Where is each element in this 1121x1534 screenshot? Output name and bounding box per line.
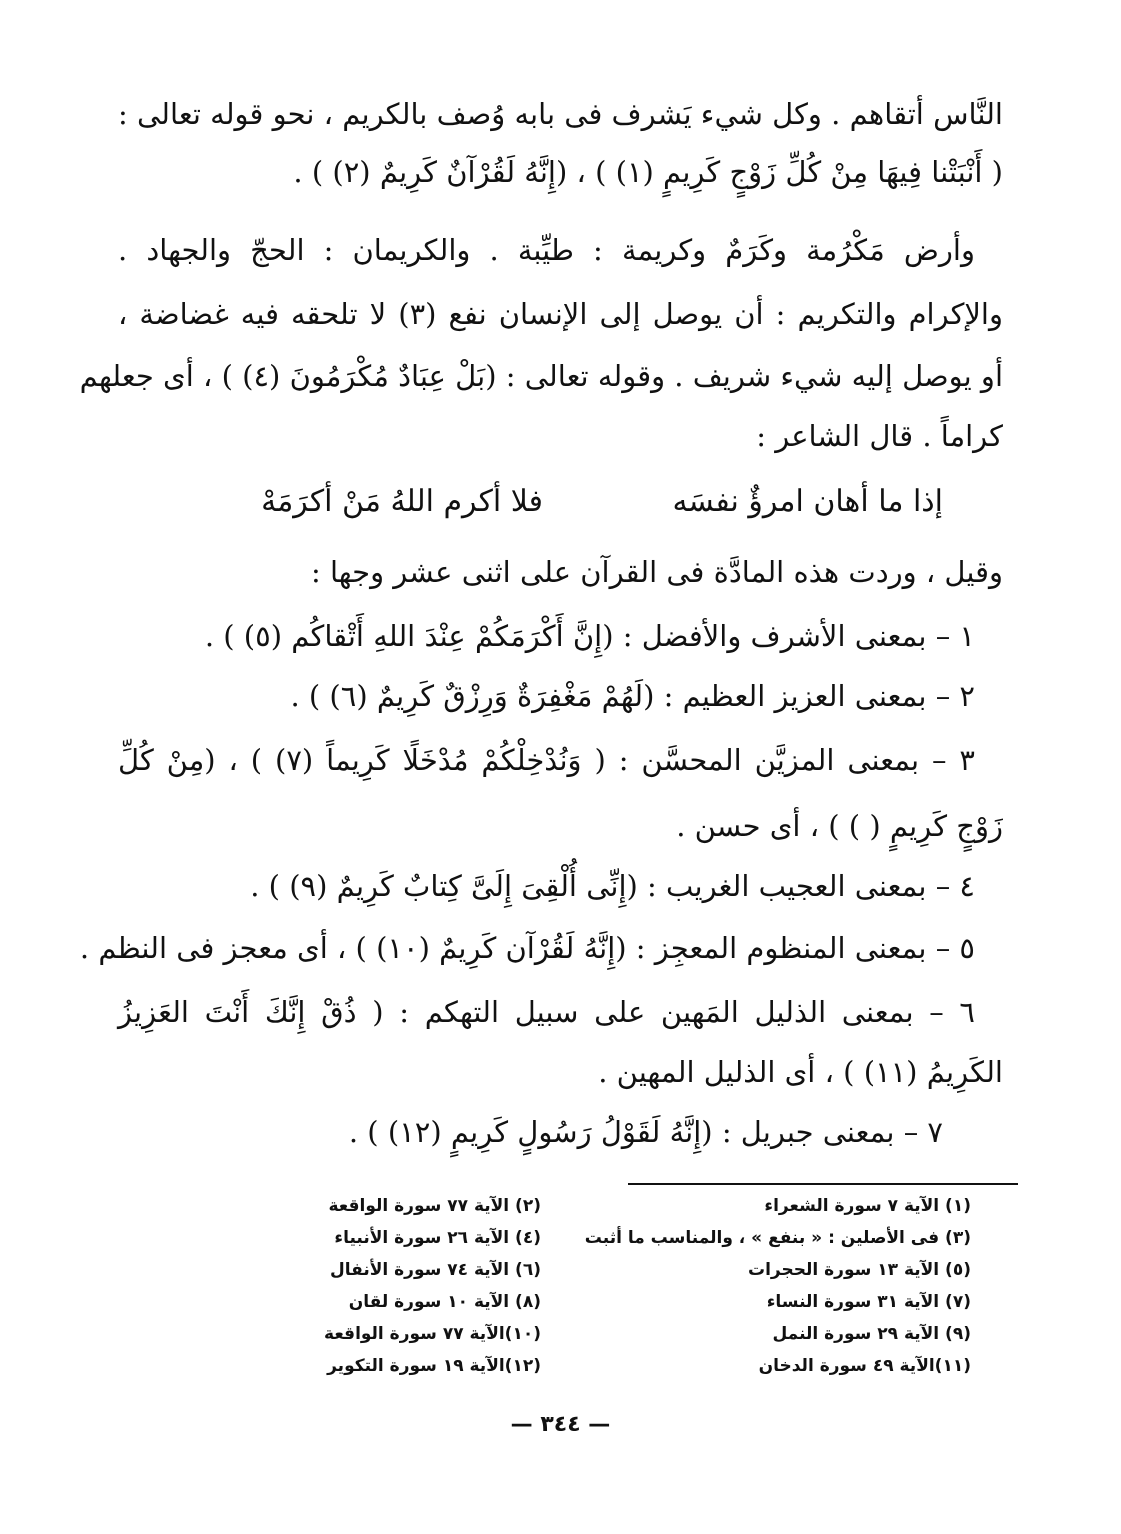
- footnote: (٦) الآية ٧٤ سورة الأنفال: [329, 1260, 541, 1280]
- meaning-line: ١ – بمعنى الأشرف والأفضل : (إِنَّ أَكْرَمَكُمْ عِنْدَ اللهِ أَتْقاكُم (٥) ) .: [204, 619, 975, 653]
- footnote: (٥) الآية ١٣ سورة الحجرات: [748, 1260, 971, 1280]
- footnote-separator: [628, 1183, 1018, 1185]
- meaning-line: ٣ – بمعنى المزيَّن المحسَّن : ( وَنُدْخِلْكُمْ مُدْخَلًا كَرِيماً (٧) ) ، (مِنْ كُلِّ: [118, 743, 975, 777]
- text-line: وأرض مَكْرُمة وكَرَمٌ وكريمة : طيِّبة . والكريمان : الحجّ والجهاد .: [118, 233, 975, 267]
- footnote-row: [141, 1190, 971, 1222]
- meaning-line: ٥ – بمعنى المنظوم المعجِز : (إِنَّهُ لَقُرْآن كَرِيمٌ (١٠) ) ، أى معجز فى النظم .: [79, 931, 975, 965]
- footnote: (٨) الآية ١٠ سورة لقان: [348, 1292, 541, 1312]
- footnote-row: [141, 1318, 971, 1350]
- footnote: (١) الآية ٧ سورة الشعراء: [764, 1196, 971, 1216]
- meaning-line: ٧ – بمعنى جبريل : (إِنَّهُ لَقَوْلُ رَسُولٍ كَرِيمٍ (١٢) ) .: [348, 1115, 943, 1149]
- verse-first-hemistich: إذا ما أهان امرؤٌ نفسَه: [672, 484, 943, 519]
- footnote: (١٢)الآية ١٩ سورة التكوير: [327, 1356, 541, 1376]
- footnote: (٩) الآية ٢٩ سورة النمل: [772, 1324, 971, 1344]
- verse-second-hemistich: فلا أكرم اللهُ مَنْ أكرَمَهْ: [261, 484, 543, 519]
- footnote-row: [141, 1254, 971, 1286]
- meaning-line: ٦ – بمعنى الذليل المَهين على سبيل التهكم : ( ذُقْ إِنَّكَ أَنْتَ العَزِيزُ: [118, 995, 975, 1029]
- text-line: النَّاس أتقاهم . وكل شيء يَشرف فى بابه وُصف بالكريم ، نحو قوله تعالى :: [118, 97, 1003, 131]
- page-number: — ٣٤٤ —: [510, 1412, 611, 1437]
- footnote: (٣) فى الأصلين : « بنفع » ، والمناسب ما أثبت: [584, 1228, 971, 1248]
- meaning-line: الكَرِيمُ (١١) ) ، أى الذليل المهين .: [598, 1055, 1003, 1089]
- text-line: ( أَنْبَتْنا فِيهَا مِنْ كُلِّ زَوْجٍ كَرِيمٍ (١) ) ، (إِنَّهُ لَقُرْآنٌ كَرِيمٌ (٢) ) .: [293, 155, 1003, 189]
- poetry-verse: [118, 478, 1003, 526]
- footnote: (١١)الآية ٤٩ سورة الدخان: [758, 1356, 971, 1376]
- text-line: أو يوصل إليه شيء شريف . وقوله تعالى : (بَلْ عِبَادٌ مُكْرَمُونَ (٤) ) ، أى جعلهم: [79, 359, 1003, 393]
- text-line: والإكرام والتكريم : أن يوصل إلى الإنسان نفع (٣) لا تلحقه فيه غضاضة ،: [118, 297, 1003, 331]
- meaning-line: زَوْجٍ كَرِيمٍ ( ) ) ، أى حسن .: [676, 809, 1003, 843]
- intro-line: وقيل ، وردت هذه المادَّة فى القرآن على اثنى عشر وجها :: [310, 555, 1003, 589]
- footnote-row: [141, 1222, 971, 1254]
- footnote: (٧) الآية ٣١ سورة النساء: [766, 1292, 971, 1312]
- footnote: (١٠)الآية ٧٧ سورة الواقعة: [324, 1324, 541, 1344]
- footnote: (٤) الآية ٢٦ سورة الأنبياء: [334, 1228, 541, 1248]
- footnote: (٢) الآية ٧٧ سورة الواقعة: [328, 1196, 541, 1216]
- meaning-line: ٤ – بمعنى العجيب الغريب : (إِنِّى أُلْقِىَ إِلَىَّ كِتابٌ كَرِيمٌ (٩) ) .: [250, 869, 975, 903]
- footnote-row: [141, 1350, 971, 1382]
- footnote-row: [141, 1286, 971, 1318]
- meaning-line: ٢ – بمعنى العزيز العظيم : (لَهُمْ مَغْفِرَةٌ وَرِزْقٌ كَرِيمٌ (٦) ) .: [290, 679, 975, 713]
- text-line: كراماً . قال الشاعر :: [756, 419, 1003, 453]
